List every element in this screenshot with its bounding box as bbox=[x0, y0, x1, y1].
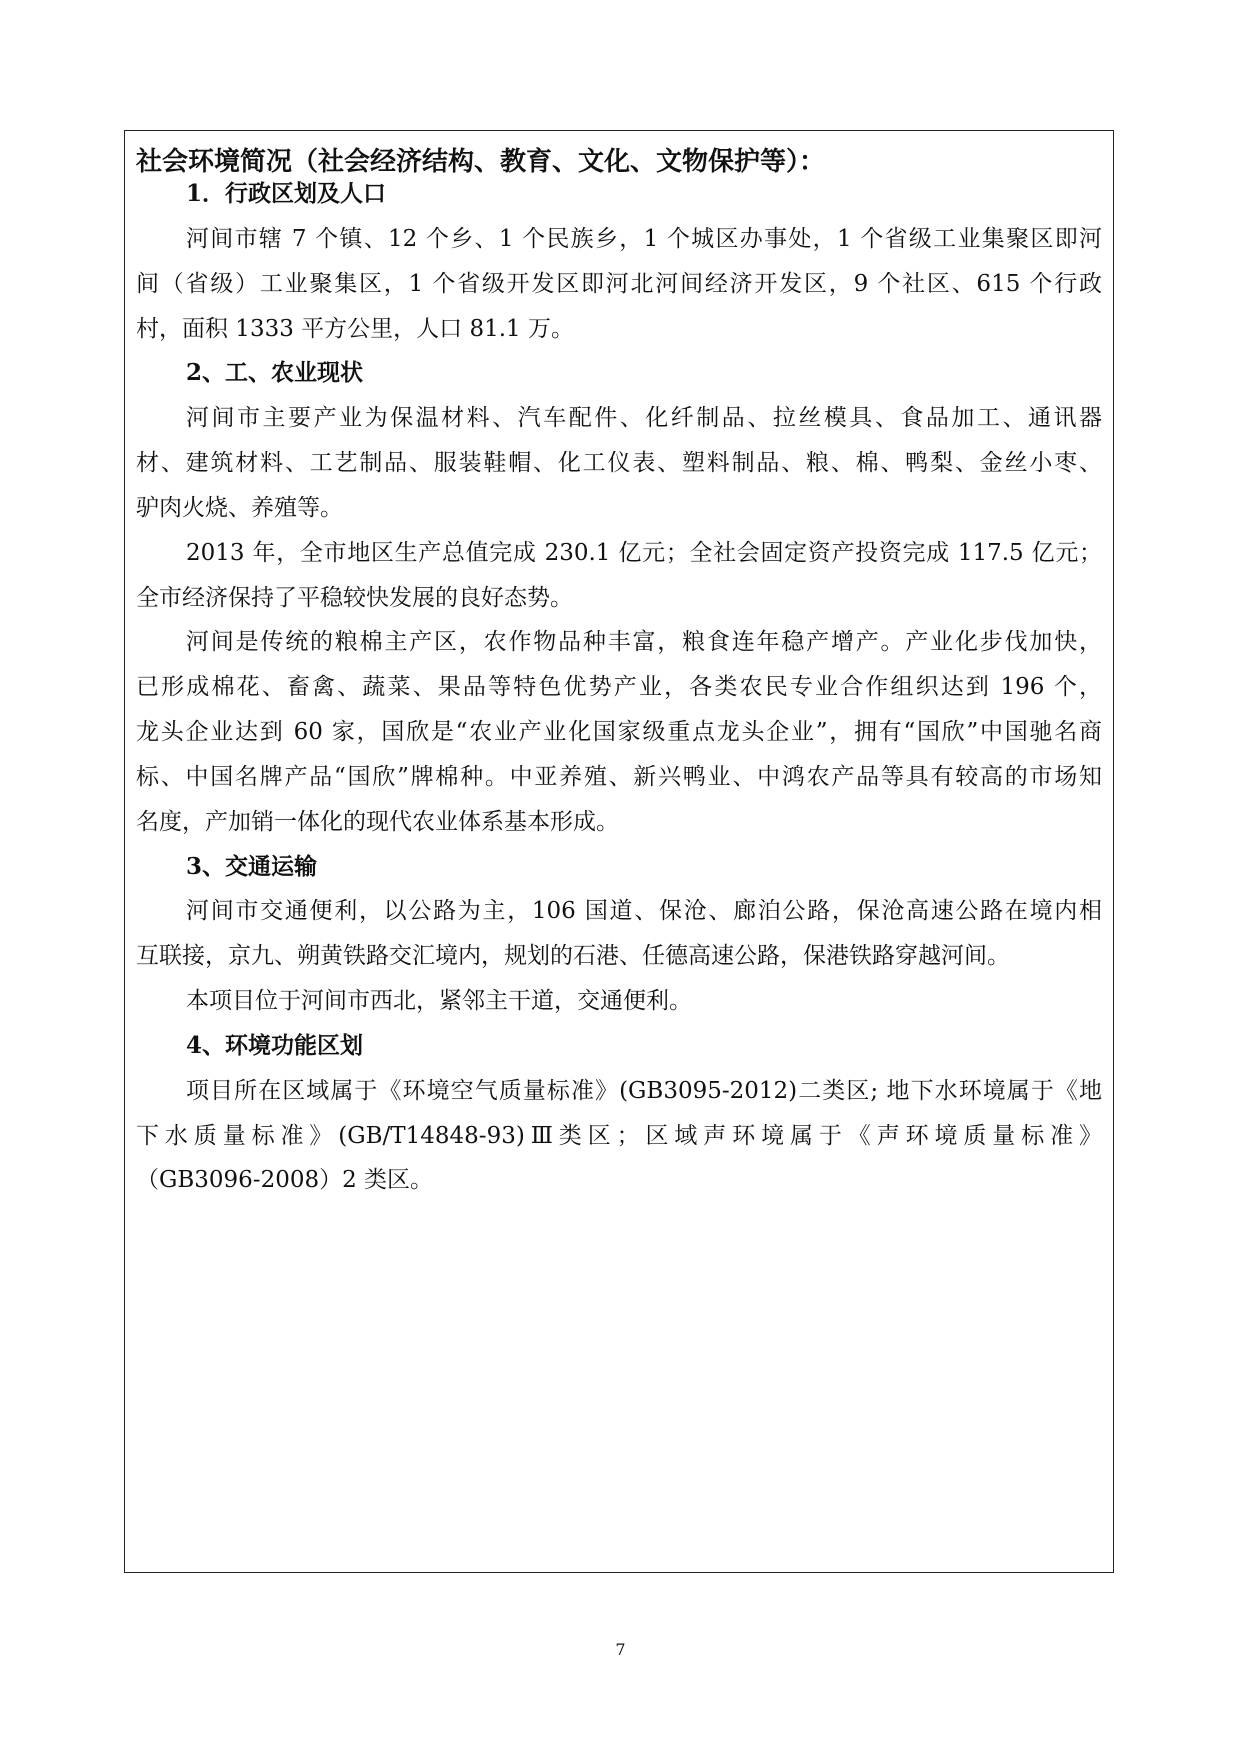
paragraph-line: 全市经济保持了平稳较快发展的良好态势。 bbox=[136, 585, 573, 611]
paragraph-line: 驴肉火烧、养殖等。 bbox=[136, 495, 343, 521]
heading-transportation: 3、交通运输 bbox=[186, 853, 318, 880]
paragraph-line: 河间市交通便利，以公路为主，106 国道、保沧、廊泊公路，保沧高速公路在境内相 bbox=[186, 898, 1102, 924]
paragraph-line: 材、建筑材料、工艺制品、服装鞋帽、化工仪表、塑料制品、粮、棉、鸭梨、金丝小枣、 bbox=[136, 450, 1102, 476]
paragraph-line: 龙头企业达到 60 家，国欣是“农业产业化国家级重点龙头企业”，拥有“国欣”中国驰名商 bbox=[136, 719, 1102, 745]
paragraph-line: 名度，产加销一体化的现代农业体系基本形成。 bbox=[136, 809, 619, 835]
paragraph-line: 河间市辖 7 个镇、12 个乡、1 个民族乡，1 个城区办事处，1 个省级工业集聚区即河 bbox=[186, 226, 1102, 252]
paragraph-line: 本项目位于河间市西北，紧邻主干道，交通便利。 bbox=[186, 988, 692, 1014]
heading-industry-agriculture: 2、工、农业现状 bbox=[186, 359, 364, 386]
paragraph-line: 已形成棉花、畜禽、蔬菜、果品等特色优势产业，各类农民专业合作组织达到 196 个， bbox=[136, 674, 1102, 700]
paragraph-line: 互联接，京九、朔黄铁路交汇境内，规划的石港、任德高速公路，保港铁路穿越河间。 bbox=[136, 943, 1010, 969]
paragraph-line: （GB3096-2008）2 类区。 bbox=[136, 1167, 434, 1193]
paragraph-line: 间（省级）工业聚集区，1 个省级开发区即河北河间经济开发区，9 个社区、615 个行政 bbox=[136, 271, 1102, 297]
paragraph-line: 项目所在区域属于《环境空气质量标准》(GB3095-2012)二类区; 地下水环境属于《地 bbox=[186, 1078, 1102, 1104]
paragraph-line: 河间是传统的粮棉主产区，农作物品种丰富，粮食连年稳产增产。产业化步伐加快， bbox=[186, 629, 1102, 655]
paragraph-line: 下水质量标准》(GB/T14848-93)Ⅲ类区；区域声环境属于《声环境质量标准》 bbox=[136, 1123, 1102, 1149]
page-number: 7 bbox=[615, 1640, 626, 1659]
paragraph-line: 村，面积 1333 平方公里，人口 81.1 万。 bbox=[136, 316, 574, 342]
paragraph-line: 2013 年，全市地区生产总值完成 230.1 亿元；全社会固定资产投资完成 117.5 亿元； bbox=[186, 540, 1102, 566]
heading-environmental-zoning: 4、环境功能区划 bbox=[186, 1032, 364, 1059]
paragraph-line: 河间市主要产业为保温材料、汽车配件、化纤制品、拉丝模具、食品加工、通讯器 bbox=[186, 405, 1102, 431]
paragraph-line: 标、中国名牌产品“国欣”牌棉种。中亚养殖、新兴鸭业、中鸿农产品等具有较高的市场知 bbox=[136, 764, 1102, 790]
section-title: 社会环境简况（社会经济结构、教育、文化、文物保护等）： bbox=[136, 147, 826, 177]
heading-administrative-division: 1．行政区划及人口 bbox=[186, 180, 387, 207]
